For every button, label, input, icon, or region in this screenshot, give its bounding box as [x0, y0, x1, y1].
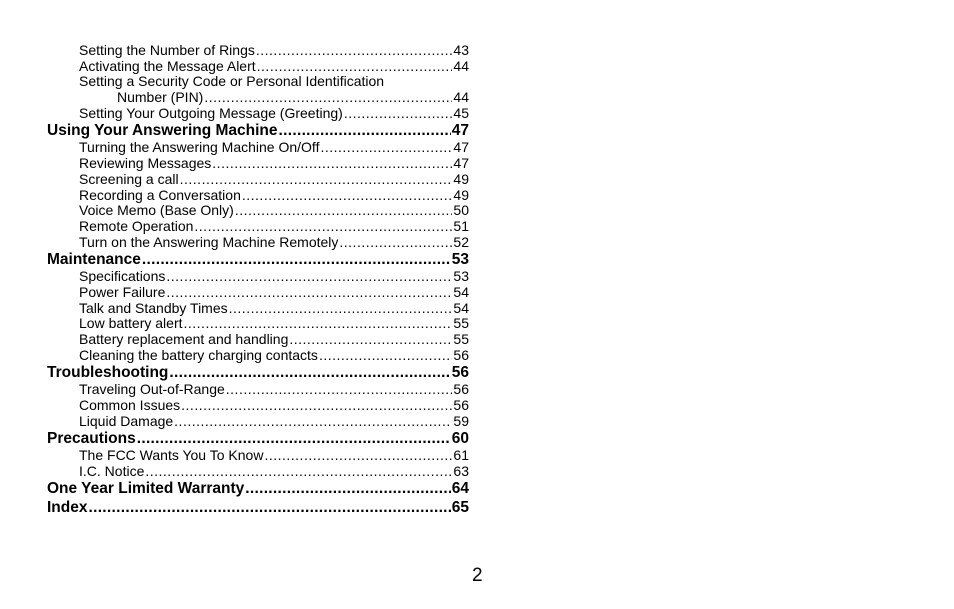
toc-entry-page: 52 — [453, 233, 469, 250]
dot-leader — [279, 122, 451, 140]
toc-entry-page: 56 — [453, 397, 469, 414]
toc-subsection-entry — [47, 382, 469, 398]
toc-entry-page: 50 — [453, 202, 469, 219]
dot-leader — [212, 156, 452, 172]
toc-subsection-entry — [47, 332, 469, 348]
toc-subsection-entry — [47, 316, 469, 332]
toc-entry-title: Setting the Number of Rings — [79, 42, 255, 58]
toc-entry-page: 60 — [451, 429, 469, 447]
toc-section-entry — [47, 430, 469, 448]
toc-section-entry — [47, 122, 469, 140]
dot-leader — [180, 172, 453, 188]
toc-entry-page: 64 — [451, 480, 469, 498]
toc-section-entry — [47, 499, 469, 517]
toc-entry-title: Common Issues — [79, 397, 181, 414]
dot-leader — [245, 480, 450, 498]
dot-leader — [137, 430, 451, 448]
toc-entry-title: One Year Limited Warranty — [47, 480, 245, 498]
toc-entry-page: 54 — [453, 283, 469, 300]
toc-subsection-entry — [47, 188, 469, 204]
toc-entry-title: Cleaning the battery charging contacts — [79, 346, 318, 363]
dot-leader — [169, 364, 450, 382]
toc-entry-title: Number (PIN) — [117, 89, 204, 106]
toc-subsection-entry — [47, 398, 469, 414]
toc-entry-page: 43 — [453, 42, 469, 58]
toc-subsection-entry — [47, 285, 469, 301]
toc-subsection-entry — [47, 74, 469, 90]
table-of-contents — [47, 43, 469, 517]
toc-entry-page: 45 — [453, 104, 469, 121]
toc-subsection-entry — [47, 140, 469, 156]
toc-entry-page: 53 — [451, 250, 469, 268]
toc-entry-page: 55 — [453, 315, 469, 332]
toc-entry-title: Using Your Answering Machine — [47, 121, 278, 139]
toc-entry-title: Low battery alert — [79, 315, 183, 332]
toc-entry-title: Setting a Security Code or Personal Identification — [79, 73, 385, 90]
toc-subsection-entry — [47, 90, 469, 106]
toc-entry-title: Turning the Answering Machine On/Off — [79, 139, 320, 156]
dot-leader — [256, 43, 453, 59]
toc-entry-page: 54 — [453, 299, 469, 316]
dot-leader — [145, 464, 452, 480]
toc-subsection-entry — [47, 464, 469, 480]
dot-leader — [226, 382, 453, 398]
toc-entry-page: 56 — [453, 346, 469, 363]
toc-entry-title: Recording a Conversation — [79, 186, 241, 203]
toc-section-entry — [47, 251, 469, 269]
dot-leader — [229, 301, 453, 317]
dot-leader — [264, 448, 452, 464]
toc-entry-page: 55 — [453, 331, 469, 347]
toc-subsection-entry — [47, 448, 469, 464]
toc-entry-page: 59 — [453, 412, 469, 429]
dot-leader — [88, 499, 450, 517]
toc-entry-page: 56 — [451, 363, 469, 381]
toc-subsection-entry — [47, 106, 469, 122]
dot-leader — [174, 414, 452, 430]
toc-entry-title: Liquid Damage — [79, 412, 174, 429]
toc-entry-title: I.C. Notice — [79, 463, 145, 480]
toc-entry-title: Maintenance — [47, 250, 141, 268]
toc-entry-title: Voice Memo (Base Only) — [79, 202, 234, 219]
dot-leader — [204, 90, 452, 106]
toc-entry-page: 61 — [453, 447, 469, 464]
toc-entry-title: Specifications — [79, 268, 166, 285]
toc-entry-title: Remote Operation — [79, 217, 194, 234]
toc-subsection-entry — [47, 414, 469, 430]
toc-entry-page: 47 — [451, 121, 469, 139]
toc-subsection-entry — [47, 235, 469, 251]
toc-entry-title: Setting Your Outgoing Message (Greeting) — [79, 104, 343, 121]
toc-subsection-entry — [47, 203, 469, 219]
toc-entry-page: 49 — [453, 170, 469, 187]
dot-leader — [166, 285, 452, 301]
toc-entry-page: 47 — [453, 139, 469, 156]
toc-entry-title: The FCC Wants You To Know — [79, 447, 264, 464]
toc-section-entry — [47, 364, 469, 382]
toc-entry-page: 53 — [453, 268, 469, 285]
toc-entry-page: 49 — [453, 186, 469, 203]
toc-entry-title: Troubleshooting — [47, 363, 169, 381]
toc-entry-page: 65 — [451, 498, 469, 516]
dot-leader — [344, 106, 453, 122]
toc-entry-title: Index — [47, 498, 88, 516]
dot-leader — [320, 140, 452, 156]
toc-section-entry — [47, 480, 469, 498]
dot-leader — [289, 332, 452, 348]
toc-subsection-entry — [47, 59, 469, 75]
dot-leader — [194, 219, 452, 235]
toc-subsection-entry — [47, 172, 469, 188]
toc-entry-page: 63 — [453, 463, 469, 480]
toc-entry-title: Turn on the Answering Machine Remotely — [79, 233, 339, 250]
toc-entry-title: Reviewing Messages — [79, 155, 212, 172]
toc-subsection-entry — [47, 269, 469, 285]
toc-entry-page: 44 — [453, 89, 469, 106]
toc-entry-page: 47 — [453, 155, 469, 172]
dot-leader — [319, 348, 452, 364]
dot-leader — [257, 59, 453, 75]
toc-entry-page: 51 — [453, 217, 469, 234]
toc-entry-title: Activating the Message Alert — [79, 57, 256, 74]
toc-entry-page: 56 — [453, 381, 469, 398]
toc-subsection-entry — [47, 348, 469, 364]
toc-subsection-entry — [47, 301, 469, 317]
dot-leader — [242, 188, 453, 204]
dot-leader — [181, 398, 452, 414]
toc-subsection-entry — [47, 156, 469, 172]
toc-subsection-entry — [47, 219, 469, 235]
toc-entry-page: 44 — [453, 57, 469, 74]
dot-leader — [184, 316, 453, 332]
toc-entry-title: Traveling Out-of-Range — [79, 381, 225, 398]
toc-entry-title: Precautions — [47, 429, 136, 447]
toc-entry-title: Talk and Standby Times — [79, 299, 228, 316]
toc-entry-title: Battery replacement and handling — [79, 331, 289, 347]
dot-leader — [235, 203, 453, 219]
page-number: 2 — [472, 565, 483, 586]
dot-leader — [142, 251, 451, 269]
dot-leader — [166, 269, 452, 285]
dot-leader — [339, 235, 452, 251]
toc-subsection-entry — [47, 43, 469, 59]
toc-entry-title: Screening a call — [79, 170, 179, 187]
toc-entry-title: Power Failure — [79, 283, 166, 300]
